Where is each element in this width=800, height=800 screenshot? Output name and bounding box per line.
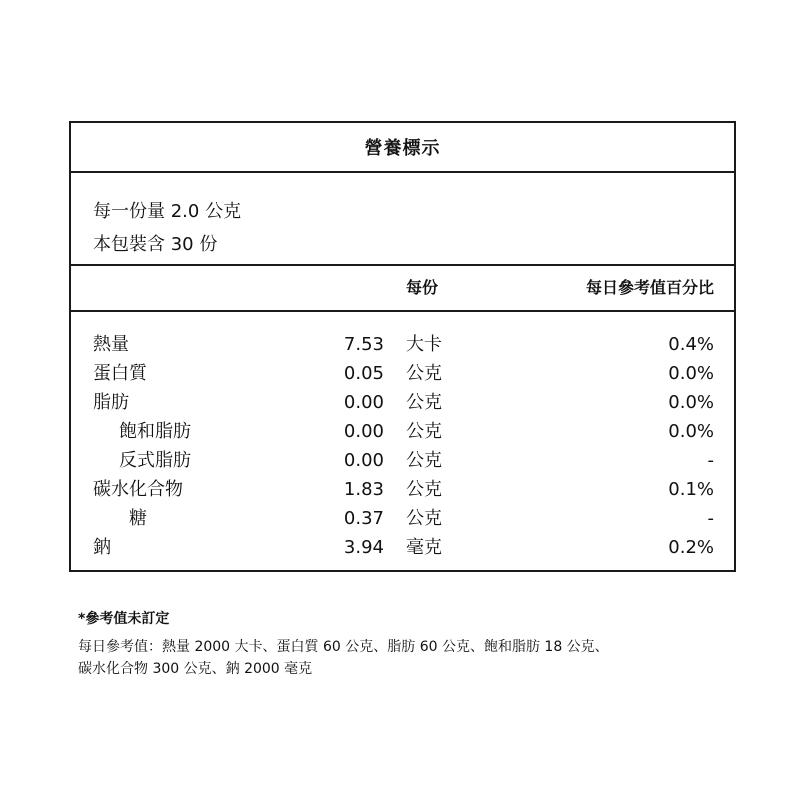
nutrient-value: 0.00 [343, 450, 384, 471]
nutrient-name: 脂肪 [93, 392, 129, 413]
column-header-row [71, 266, 734, 312]
nutrient-unit: 毫克 [406, 537, 442, 558]
footnote-line-2: 碳水化合物 300 公克、鈉 2000 毫克 [78, 661, 313, 677]
nutrient-daily-value: 0.1% [668, 479, 714, 500]
serving-size: 每一份量 2.0 公克 [93, 201, 242, 222]
nutrient-unit: 公克 [406, 479, 442, 500]
footnote [78, 608, 758, 680]
nutrient-value: 0.00 [343, 392, 384, 413]
nutrient-row-trans-fat [71, 446, 734, 475]
nutrient-unit: 公克 [406, 392, 442, 413]
nutrient-unit: 公克 [406, 508, 442, 529]
nutrient-value: 0.05 [343, 363, 384, 384]
per-serving-header: 每份 [406, 278, 439, 297]
nutrient-name: 飽和脂肪 [119, 421, 191, 442]
label-title-row [71, 123, 734, 173]
nutrient-name: 反式脂肪 [119, 450, 191, 471]
nutrient-row-fat [71, 388, 734, 417]
nutrient-row-calories [71, 330, 734, 359]
nutrient-daily-value: 0.0% [668, 421, 714, 442]
nutrient-value: 3.94 [343, 537, 384, 558]
nutrient-unit: 公克 [406, 421, 442, 442]
nutrition-label [69, 121, 736, 572]
nutrient-daily-value: 0.2% [668, 537, 714, 558]
nutrient-daily-value: 0.4% [668, 334, 714, 355]
nutrient-name: 糖 [129, 508, 147, 529]
label-title: 營養標示 [364, 138, 441, 159]
footnote-line-1: 每日參考值：熱量 2000 大卡、蛋白質 60 公克、脂肪 60 公克、飽和脂肪 18 公克、 [78, 639, 609, 655]
nutrient-value: 0.00 [343, 421, 384, 442]
serving-info [71, 173, 734, 266]
nutrient-name: 碳水化合物 [93, 479, 183, 500]
nutrient-daily-value: 0.0% [668, 363, 714, 384]
nutrient-row-sodium [71, 533, 734, 562]
nutrient-name: 蛋白質 [93, 363, 147, 384]
nutrient-daily-value: 0.0% [668, 392, 714, 413]
nutrient-unit: 公克 [406, 363, 442, 384]
footnote-title: *參考值未訂定 [78, 611, 170, 627]
nutrient-list [71, 312, 734, 562]
nutrient-daily-value: - [707, 450, 714, 471]
servings-per-package: 本包裝含 30 份 [93, 234, 218, 255]
nutrient-row-protein [71, 359, 734, 388]
nutrient-daily-value: - [707, 508, 714, 529]
nutrient-unit: 大卡 [406, 334, 442, 355]
nutrient-row-saturated-fat [71, 417, 734, 446]
daily-value-header: 每日參考值百分比 [585, 278, 714, 297]
nutrient-value: 1.83 [343, 479, 384, 500]
nutrient-name: 鈉 [93, 537, 111, 558]
nutrient-row-sugar [71, 504, 734, 533]
nutrient-row-carbohydrate [71, 475, 734, 504]
nutrient-name: 熱量 [93, 334, 129, 355]
nutrient-value: 7.53 [343, 334, 384, 355]
nutrient-value: 0.37 [343, 508, 384, 529]
nutrient-unit: 公克 [406, 450, 442, 471]
